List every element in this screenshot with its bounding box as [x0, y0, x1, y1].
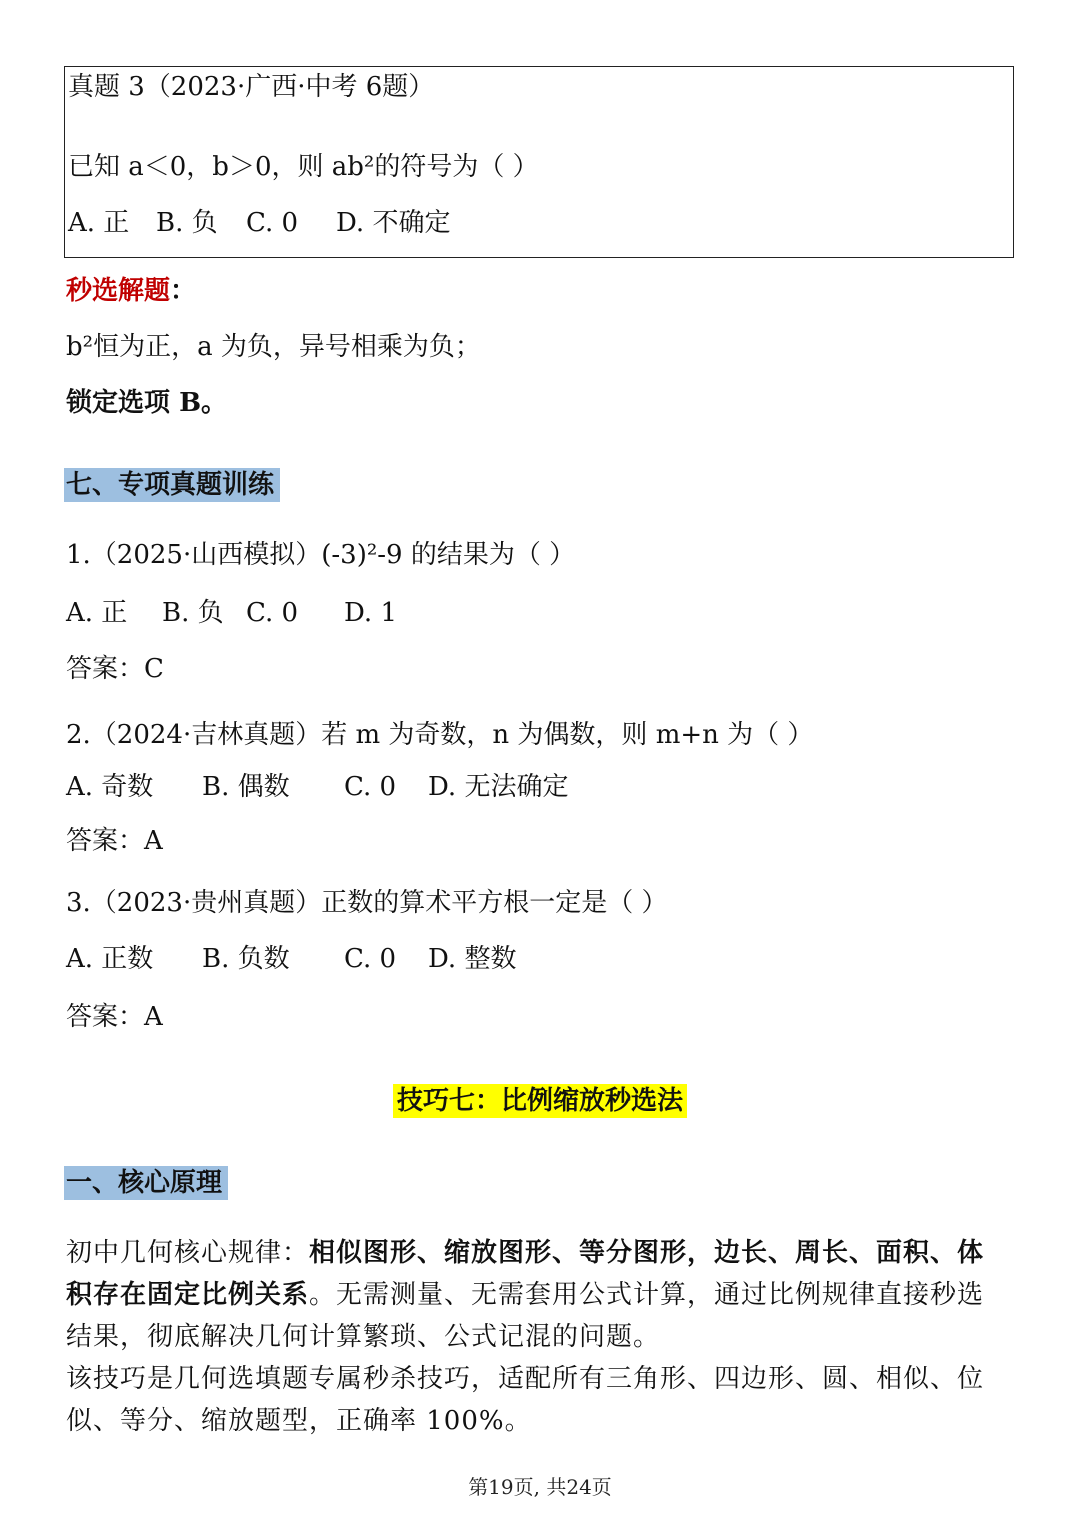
solution-heading-colon: ： — [170, 276, 197, 306]
section-7-title: 七、专项真题训练 — [64, 468, 280, 502]
option-c: C. 0 — [246, 208, 299, 238]
practice-2-option-a: A. 奇数 — [66, 772, 154, 802]
solution-heading — [66, 274, 196, 308]
section-7-heading — [64, 468, 280, 502]
practice-1-answer: 答案：C — [66, 654, 164, 684]
principle-p1-rest: 。无需测量、无需套用公式计算，通过比例规律直接秒选结果，彻底解决几何计算繁琐、公式记混的问题。 — [66, 1280, 985, 1352]
practice-1-option-b: B. 负 — [162, 598, 224, 628]
practice-3-option-c: C. 0 — [344, 944, 397, 974]
principle-paragraph-2: 该技巧是几何选填题专属秒杀技巧，适配所有三角形、四边形、圆、相似、位似、等分、缩放题型，正确率 100%。 — [66, 1364, 985, 1436]
practice-2-stem: 2.（2024·吉林真题）若 m 为奇数，n 为偶数，则 m+n 为（ ） — [66, 720, 814, 750]
principle-p1-prefix: 初中几何核心规律： — [66, 1238, 310, 1268]
section-1-heading — [64, 1166, 228, 1200]
question-stem: 已知 a＜0，b＞0，则 ab²的符号为（ ） — [68, 152, 539, 182]
option-b: B. 负 — [156, 208, 218, 238]
practice-3-option-b: B. 负数 — [202, 944, 290, 974]
practice-2-option-d: D. 无法确定 — [428, 772, 569, 802]
practice-1-option-a: A. 正 — [66, 598, 128, 628]
section-1-title: 一、核心原理 — [64, 1166, 228, 1200]
principle-p1-bold: 相似图形、缩放图形、等分图形，边长、周长、面积、体积存在固定比例关系 — [66, 1238, 985, 1310]
practice-2-option-c: C. 0 — [344, 772, 397, 802]
practice-1-option-c: C. 0 — [246, 598, 299, 628]
technique-title: 技巧七：比例缩放秒选法 — [393, 1084, 687, 1118]
option-a: A. 正 — [68, 208, 130, 238]
principle-paragraph-1 — [66, 1232, 1006, 1358]
practice-2-answer: 答案：A — [66, 826, 163, 856]
solution-line-1: b²恒为正，a 为负，异号相乘为负； — [66, 332, 481, 362]
question-title: 真题 3（2023·广西·中考 6题） — [68, 72, 435, 102]
solution-line-2 — [66, 386, 227, 420]
technique-heading — [0, 1084, 1080, 1118]
option-d: D. 不确定 — [336, 208, 451, 238]
page-footer: 第19页, 共24页 — [468, 1475, 612, 1499]
practice-3-answer: 答案：A — [66, 1002, 163, 1032]
solution-line-2-prefix: 锁定 — [66, 388, 119, 418]
practice-1-option-d: D. 1 — [344, 598, 397, 628]
solution-heading-text: 秒选解题 — [66, 276, 171, 306]
practice-1-stem: 1.（2025·山西模拟）(-3)²-9 的结果为（ ） — [66, 540, 576, 570]
solution-line-2-answer: 选项 B。 — [118, 388, 228, 418]
practice-3-option-a: A. 正数 — [66, 944, 154, 974]
practice-3-stem: 3.（2023·贵州真题）正数的算术平方根一定是（ ） — [66, 888, 668, 918]
practice-2-option-b: B. 偶数 — [202, 772, 290, 802]
practice-3-option-d: D. 整数 — [428, 944, 517, 974]
